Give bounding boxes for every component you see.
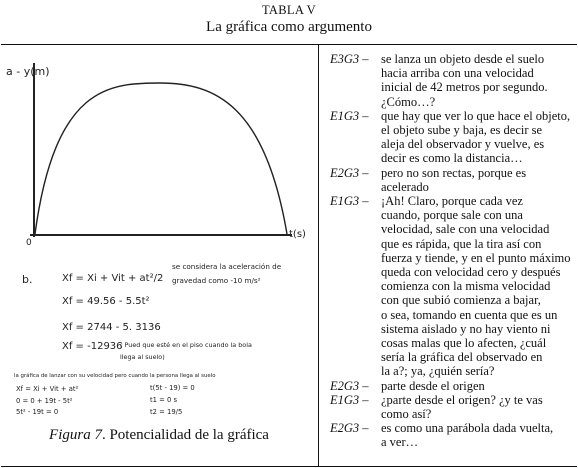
y-axis-label: a - y(m)	[6, 65, 50, 78]
speaker-label: E2G3 –	[330, 378, 369, 393]
note-scribble-6: t1 = 0 s	[150, 396, 178, 404]
note-line-1: Xf = Xi + Vit + at²/2	[62, 273, 164, 284]
utterance-text: parte desde el origen	[381, 378, 485, 393]
dialogue-entry	[330, 52, 576, 109]
figure-caption	[0, 427, 318, 444]
note-scribble-1: la gráfica de lanzar con su velocidad pero cuando la persona llega al suelo	[14, 373, 216, 379]
figure-caption-text: . Potencialidad de la gráfica	[101, 427, 269, 443]
handwritten-sketch	[0, 45, 318, 425]
utterance-text: ¿parte desde el origen? ¿y te vas como así?	[381, 392, 543, 422]
origin-label: 0	[26, 238, 32, 248]
note-scribble-5: t(5t - 19) = 0	[150, 384, 195, 392]
speaker-label: E1G3 –	[330, 194, 369, 209]
note-item-label: b.	[22, 273, 33, 286]
parabola-curve	[35, 83, 287, 234]
dialogue-transcript	[330, 52, 576, 450]
utterance-text: ¡Ah! Claro, porque cada vez cuando, porque sale con una velocidad, sale con una velocidad que es rápida, que la tira así con fuerza y tiende, y en el punto máximo queda con velocidad cero y después comienza con la misma velocidad con que subió comienza a bajar, o sea, tomando en cuenta que es un sistema aislado y no hay viento ni cosas malas que lo afecten, ¿cuál sería la gráfica del observado en la a?; ya, ¿quién sería?	[381, 194, 571, 379]
note-scribble-4: 5t² - 19t = 0	[16, 408, 59, 416]
speaker-label: E3G3 –	[330, 52, 369, 66]
note-scribble-2: Xf = Xi + Vit + at²	[16, 385, 79, 393]
utterance-text: pero no son rectas, porque es acelerado	[381, 165, 527, 194]
dialogue-entry	[330, 421, 576, 449]
note-paren-2: llega al suelo)	[120, 353, 165, 361]
utterance-text: es como una parábola dada vuelta, a ver…	[381, 421, 554, 450]
dialogue-entry	[330, 194, 576, 379]
table-label: TABLA V	[262, 3, 316, 17]
speaker-label: E1G3 –	[330, 392, 369, 407]
figure-caption-label: Figura 7	[49, 427, 102, 443]
speaker-label: E1G3 –	[330, 108, 369, 123]
dialogue-entry	[330, 393, 576, 421]
note-scribble-3: 0 = 0 + 19t - 5t²	[16, 397, 73, 405]
note-paren-1: ( Pued que esté en el piso cuando la bola	[120, 341, 252, 349]
utterance-text: se lanza un objeto desde el suelo hacia arriba con una velocidad inicial de 42 metros por segundo. ¿Cómo…?	[381, 52, 548, 109]
column-divider	[318, 44, 319, 467]
note-line-4: Xf = -12936	[62, 341, 123, 352]
note-line-3: Xf = 2744 - 5. 3136	[62, 322, 161, 333]
speaker-label: E2G3 –	[330, 165, 369, 180]
note-scribble-7: t2 = 19/5	[150, 408, 183, 416]
figure-panel	[0, 45, 318, 466]
table-bottom-rule	[1, 466, 577, 467]
table-title: La gráfica como argumento	[206, 19, 372, 35]
dialogue-entry	[330, 109, 576, 166]
x-axis-label: t(s)	[289, 229, 306, 240]
speaker-label: E2G3 –	[330, 421, 369, 436]
dialogue-entry	[330, 379, 576, 393]
dialogue-entry	[330, 166, 576, 194]
note-aside-2: gravedad como -10 m/s²	[172, 276, 261, 285]
note-aside-1: se considera la aceleración de	[172, 262, 282, 271]
utterance-text: que hay que ver lo que hace el objeto, el objeto sube y baja, es decir se aleja del observador y vuelve, es decir es como la distancia…	[381, 108, 571, 166]
note-line-2: Xf = 49.56 - 5.5t²	[62, 296, 150, 307]
